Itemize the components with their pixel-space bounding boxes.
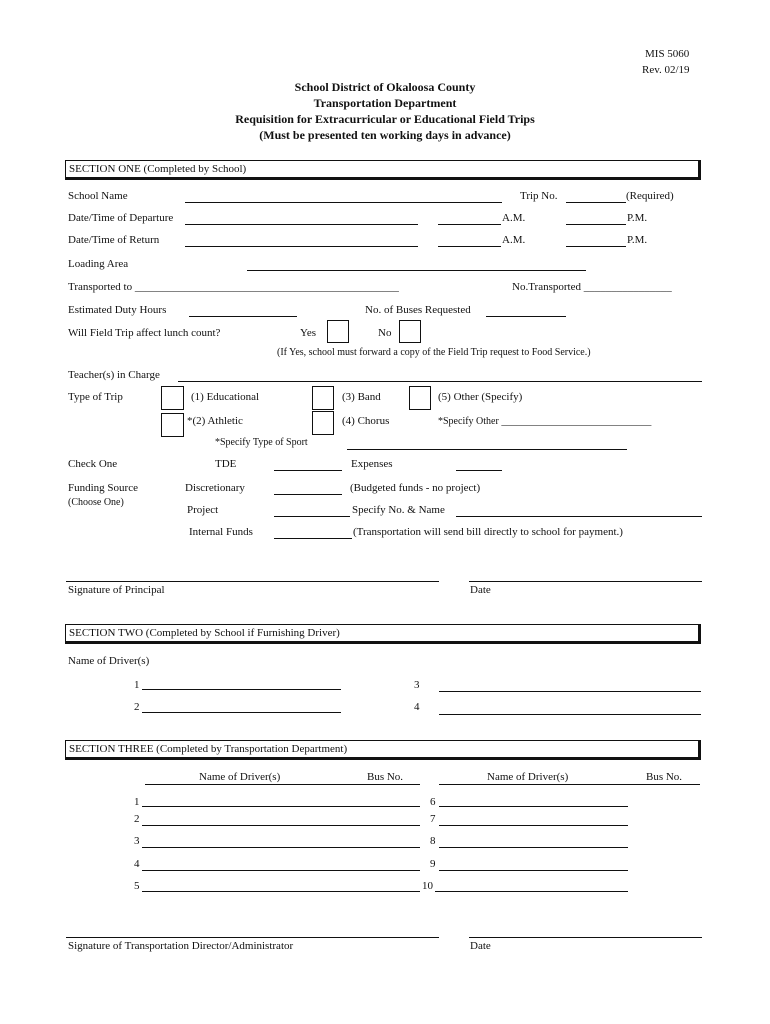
chorus-checkbox[interactable] <box>312 411 334 435</box>
bus-row-8-field[interactable] <box>439 847 628 848</box>
bus-row-6-number: 6 <box>430 796 436 808</box>
driver-2-field[interactable] <box>142 712 341 713</box>
internal-funds-field[interactable] <box>274 538 352 539</box>
lunch-note: (If Yes, school must forward a copy of the Field Trip request to Food Service.) <box>277 347 591 358</box>
buses-requested-field[interactable] <box>486 316 566 317</box>
departure-label: Date/Time of Departure <box>68 212 174 224</box>
specify-no-name-label: Specify No. & Name <box>352 504 445 516</box>
col-header-line-right <box>439 784 700 785</box>
driver-1-field[interactable] <box>142 689 341 690</box>
return-pm-label: P.M. <box>627 234 648 246</box>
driver-3-number: 3 <box>414 679 420 691</box>
return-label: Date/Time of Return <box>68 234 160 246</box>
bus-row-1-number: 1 <box>134 796 140 808</box>
drivers-label: Name of Driver(s) <box>68 655 150 667</box>
duty-hours-field[interactable] <box>189 316 297 317</box>
duty-hours-label: Estimated Duty Hours <box>68 304 167 316</box>
budgeted-note: (Budgeted funds - no project) <box>350 482 481 494</box>
discretionary-label: Discretionary <box>185 482 245 494</box>
section-three-header: SECTION THREE (Completed by Transportation Department) <box>65 740 701 760</box>
trip-no-required: (Required) <box>626 190 674 202</box>
expenses-field[interactable] <box>456 470 502 471</box>
lunch-no-checkbox[interactable] <box>399 320 421 343</box>
school-name-field[interactable] <box>185 202 502 203</box>
director-date-field[interactable] <box>469 937 702 938</box>
departure-am-field[interactable] <box>438 224 501 225</box>
trip-no-field[interactable] <box>566 202 626 203</box>
principal-date-field[interactable] <box>469 581 702 582</box>
teachers-field[interactable] <box>178 381 702 382</box>
col-bus-left: Bus No. <box>367 771 404 783</box>
bus-row-1-field[interactable] <box>142 806 420 807</box>
educational-checkbox[interactable] <box>161 386 184 410</box>
bus-row-7-number: 7 <box>430 813 436 825</box>
lunch-question: Will Field Trip affect lunch count? <box>68 327 221 339</box>
bus-row-9-number: 9 <box>430 858 436 870</box>
driver-4-number: 4 <box>414 701 420 713</box>
driver-2-number: 2 <box>134 701 140 713</box>
return-am-field[interactable] <box>438 246 501 247</box>
project-label: Project <box>187 504 219 516</box>
funding-source-label: Funding Source <box>68 482 138 494</box>
tde-field[interactable] <box>274 470 342 471</box>
educational-label: (1) Educational <box>191 391 260 403</box>
loading-area-field[interactable] <box>247 270 586 271</box>
athletic-checkbox[interactable] <box>161 413 184 437</box>
specify-sport-label: *Specify Type of Sport <box>215 437 308 448</box>
district-title: School District of Okaloosa County <box>294 80 476 94</box>
teachers-label: Teacher(s) in Charge <box>68 369 160 381</box>
section-one-header: SECTION ONE (Completed by School) <box>65 160 701 180</box>
bus-row-4-number: 4 <box>134 858 140 870</box>
internal-funds-note: (Transportation will send bill directly to school for payment.) <box>353 526 623 538</box>
lunch-yes-checkbox[interactable] <box>327 320 349 343</box>
school-name-label: School Name <box>68 190 128 202</box>
athletic-label: *(2) Athletic <box>187 415 243 427</box>
tde-label: TDE <box>215 458 237 470</box>
choose-one-label: (Choose One) <box>68 497 124 508</box>
bus-row-9-field[interactable] <box>439 870 628 871</box>
principal-signature-label: Signature of Principal <box>68 584 165 596</box>
lunch-no-label: No <box>378 327 392 339</box>
principal-signature-field[interactable] <box>66 581 439 582</box>
bus-row-8-number: 8 <box>430 835 436 847</box>
other-label: (5) Other (Specify) <box>438 391 523 403</box>
other-checkbox[interactable] <box>409 386 431 410</box>
departure-date-field[interactable] <box>185 224 418 225</box>
driver-3-field[interactable] <box>439 691 701 692</box>
bus-row-2-field[interactable] <box>142 825 420 826</box>
transported-to-label[interactable]: Transported to ________________________________________________ <box>68 281 399 293</box>
driver-1-number: 1 <box>134 679 140 691</box>
chorus-label: (4) Chorus <box>342 415 390 427</box>
section-two-header: SECTION TWO (Completed by School if Furnishing Driver) <box>65 624 701 644</box>
return-pm-field[interactable] <box>566 246 626 247</box>
col-header-line-left <box>145 784 420 785</box>
bus-row-10-field[interactable] <box>435 891 628 892</box>
bus-row-7-field[interactable] <box>439 825 628 826</box>
buses-requested-label: No. of Buses Requested <box>365 304 471 316</box>
return-am-label: A.M. <box>502 234 526 246</box>
return-date-field[interactable] <box>185 246 418 247</box>
revision: Rev. 02/19 <box>642 64 690 76</box>
specify-sport-field[interactable] <box>347 449 627 450</box>
director-signature-field[interactable] <box>66 937 439 938</box>
no-transported-label[interactable]: No.Transported ________________ <box>512 281 672 293</box>
bus-row-5-number: 5 <box>134 880 140 892</box>
advance-note: (Must be presented ten working days in advance) <box>259 128 511 142</box>
director-signature-label: Signature of Transportation Director/Administrator <box>68 940 294 952</box>
col-bus-right: Bus No. <box>646 771 683 783</box>
discretionary-field[interactable] <box>274 494 342 495</box>
band-label: (3) Band <box>342 391 381 403</box>
departure-pm-field[interactable] <box>566 224 626 225</box>
internal-funds-label: Internal Funds <box>189 526 253 538</box>
driver-4-field[interactable] <box>439 714 701 715</box>
bus-row-3-number: 3 <box>134 835 140 847</box>
department-title: Transportation Department <box>313 96 457 110</box>
type-of-trip-label: Type of Trip <box>68 391 123 403</box>
project-field[interactable] <box>274 516 350 517</box>
col-name-left: Name of Driver(s) <box>199 771 281 783</box>
bus-row-4-field[interactable] <box>142 870 420 871</box>
loading-area-label: Loading Area <box>68 258 129 270</box>
band-checkbox[interactable] <box>312 386 334 410</box>
expenses-label: Expenses <box>351 458 393 470</box>
specify-other-label[interactable]: *Specify Other ______________________________ <box>438 416 652 427</box>
bus-row-3-field[interactable] <box>142 847 420 848</box>
form-title: Requisition for Extracurricular or Educational Field Trips <box>235 112 535 126</box>
form-id: MIS 5060 <box>645 48 690 60</box>
bus-row-5-field[interactable] <box>142 891 420 892</box>
check-one-label: Check One <box>68 458 118 470</box>
col-name-right: Name of Driver(s) <box>487 771 569 783</box>
principal-date-label: Date <box>470 584 491 596</box>
departure-am-label: A.M. <box>502 212 526 224</box>
bus-row-6-field[interactable] <box>439 806 628 807</box>
departure-pm-label: P.M. <box>627 212 648 224</box>
lunch-yes-label: Yes <box>300 327 317 339</box>
trip-no-label: Trip No. <box>520 190 558 202</box>
bus-row-10-number: 10 <box>422 880 433 892</box>
director-date-label: Date <box>470 940 491 952</box>
specify-no-name-field[interactable] <box>456 516 702 517</box>
bus-row-2-number: 2 <box>134 813 140 825</box>
